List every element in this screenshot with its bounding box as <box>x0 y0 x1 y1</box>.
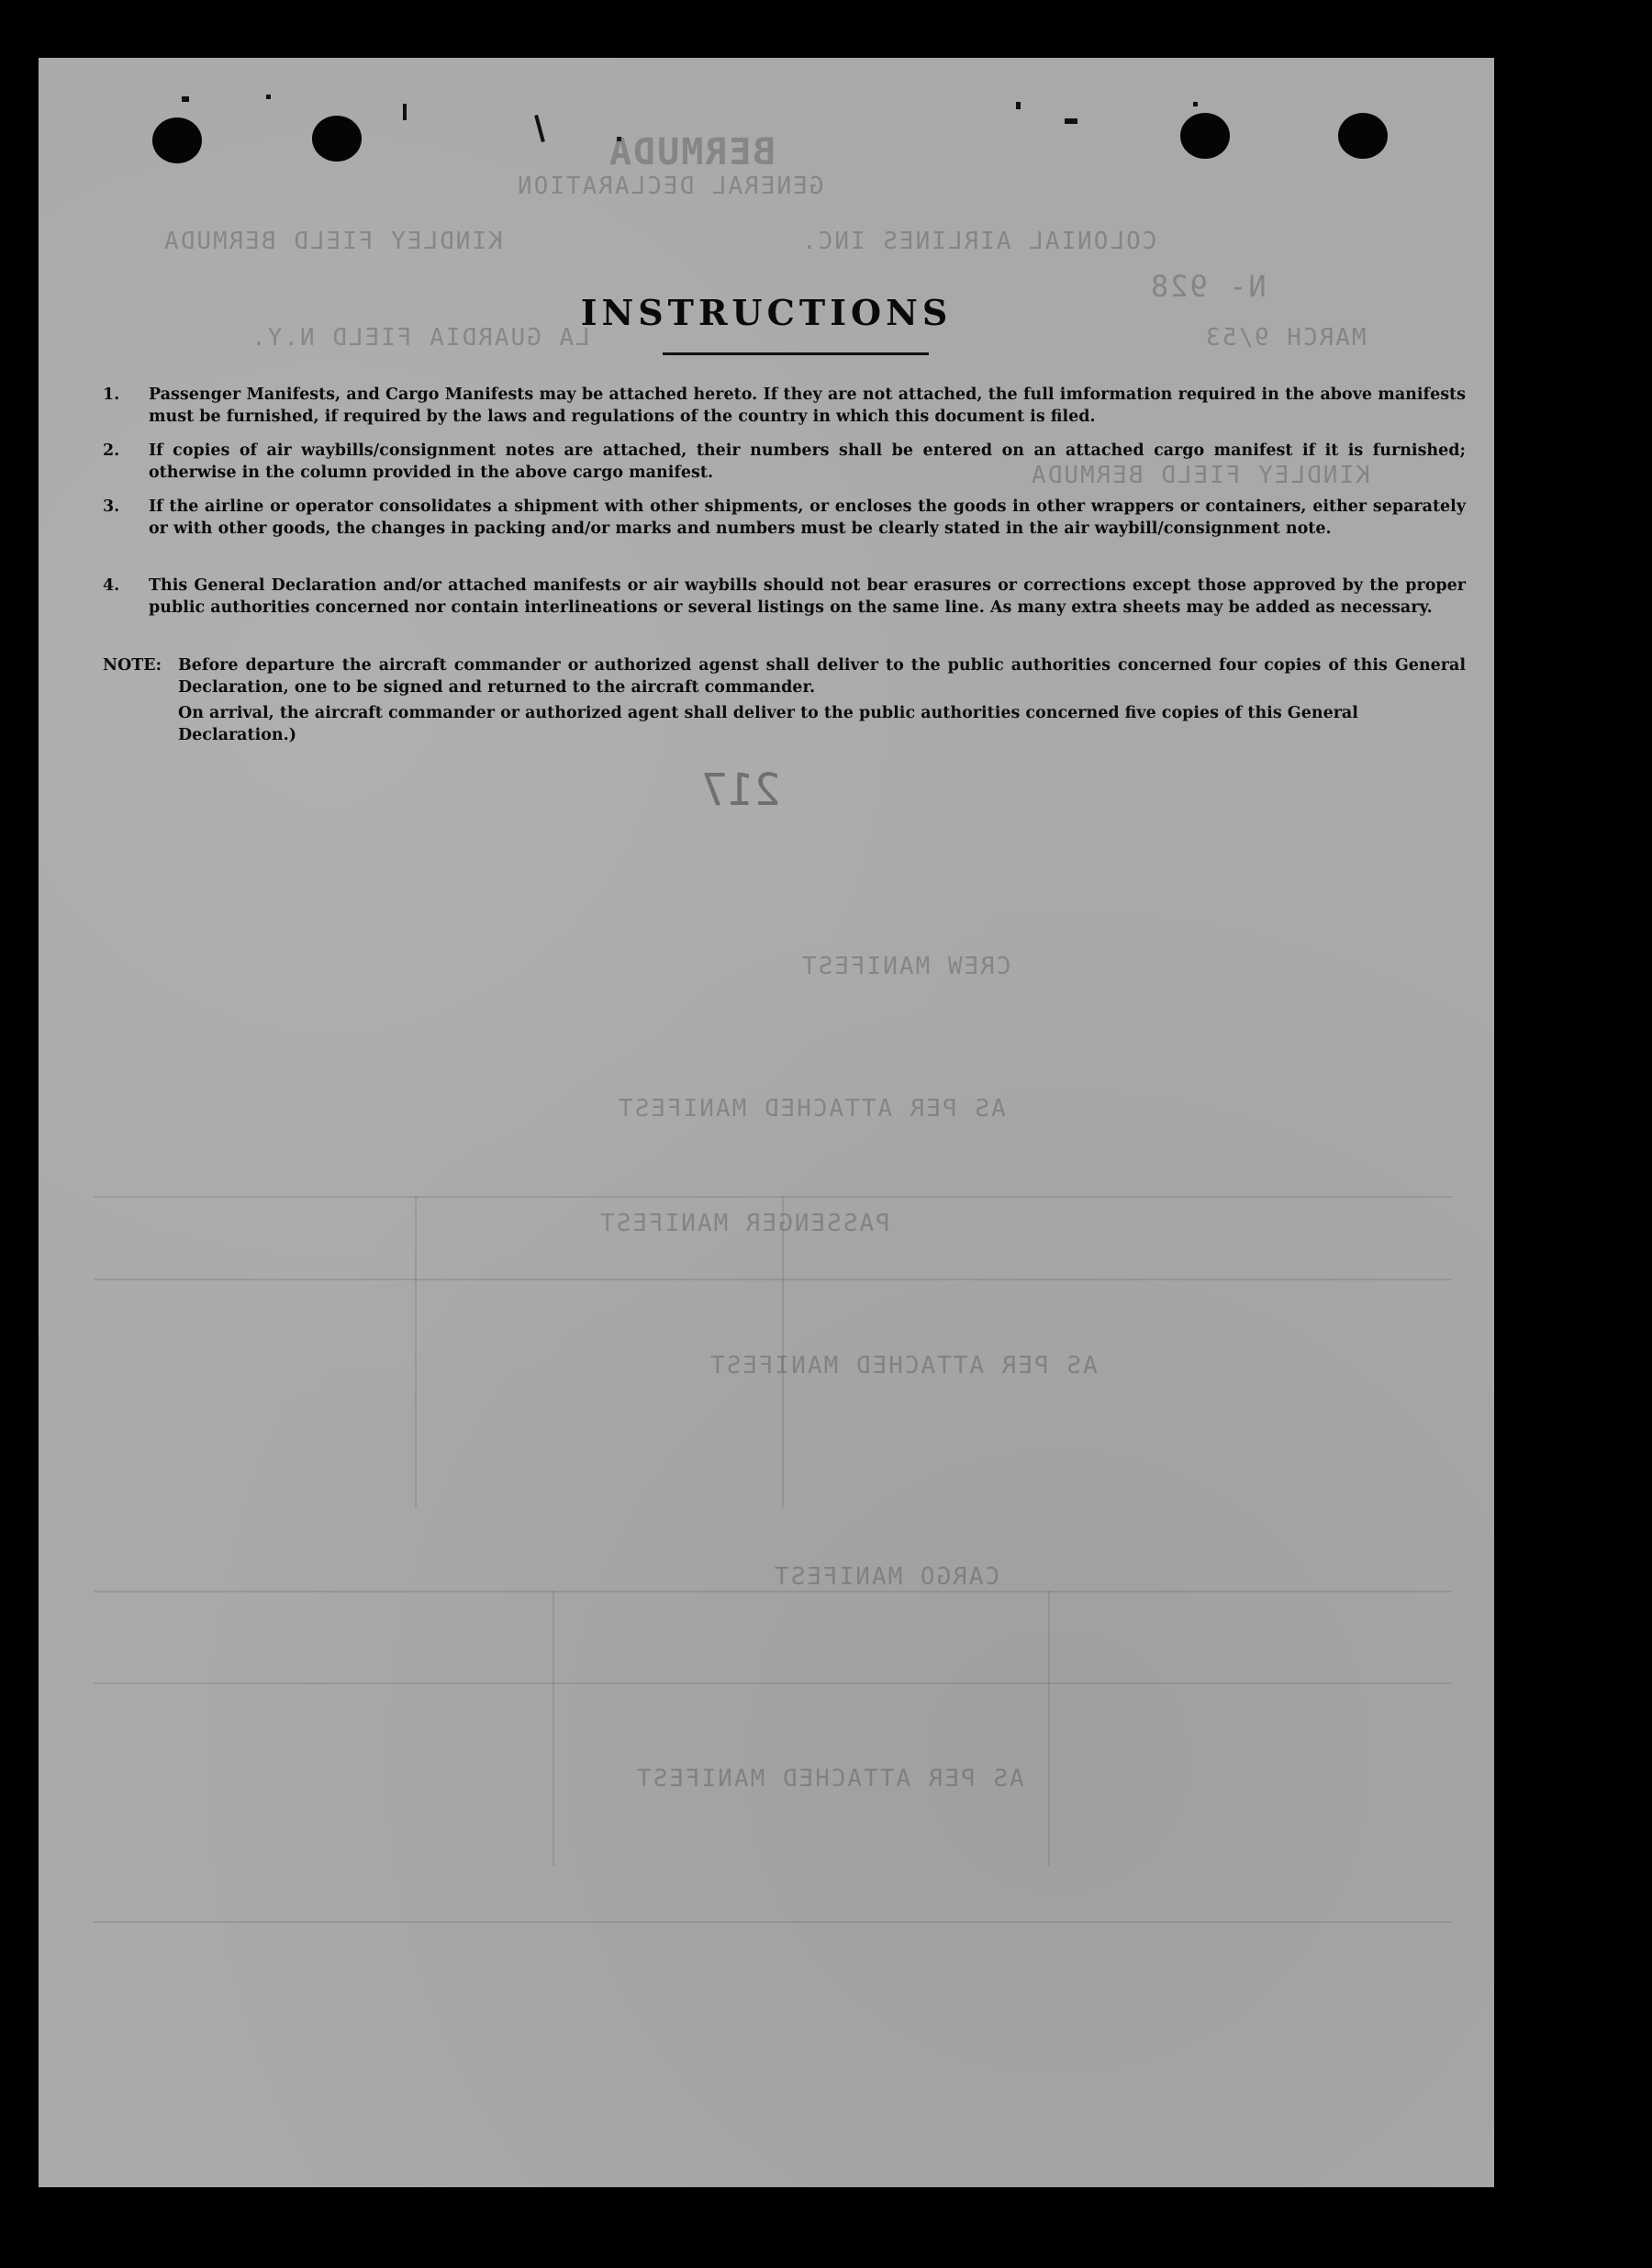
speck-mark <box>266 95 271 99</box>
bleed-through-rule <box>782 1196 784 1508</box>
instruction-item-1 <box>103 384 1466 428</box>
note-block <box>103 654 1466 746</box>
bleed-through-text: LA GUARDIA FIELD N.Y. <box>250 324 590 352</box>
instruction-item-2 <box>103 440 1466 484</box>
bleed-through-rule <box>553 1591 554 1866</box>
item-number: 2. <box>103 441 120 460</box>
note-label: NOTE: <box>103 656 162 675</box>
bleed-through-rule <box>94 1591 1452 1592</box>
bleed-through-number: 217 <box>701 765 781 816</box>
bleed-through-text: CARGO MANIFEST <box>773 1563 1000 1591</box>
item-text: This General Declaration and/or attached manifests or air waybills should not bear erasures or corrections except those approved by the proper public authorities concerned nor contain interlineations or several listings on the same line. As many extra sheets may be added as necessary. <box>149 576 1466 617</box>
item-number: 3. <box>103 497 120 516</box>
punch-hole <box>312 116 362 162</box>
item-number: 4. <box>103 576 120 595</box>
bleed-through-text: MARCH 9/53 <box>1204 324 1367 352</box>
punch-hole <box>152 117 202 163</box>
bleed-through-text: BERMUDA <box>608 131 776 173</box>
item-number: 1. <box>103 385 120 404</box>
speck-mark <box>1065 118 1077 124</box>
bleed-through-text: COLONIAL AIRLINES INC. <box>800 228 1157 255</box>
speck-mark <box>182 96 189 102</box>
item-text: If copies of air waybills/consignment notes are attached, their numbers shall be entered on an attached cargo manifest if it is furnished; otherwise in the column provided in the above cargo manifest. <box>149 441 1466 482</box>
bleed-through-text: AS PER ATTACHED MANIFEST <box>635 1765 1024 1793</box>
speck-mark <box>1193 102 1198 106</box>
punch-hole <box>1180 113 1230 159</box>
bleed-through-text: GENERAL DECLARATION <box>516 173 824 200</box>
instruction-item-4 <box>103 575 1466 619</box>
bleed-through-text: N- 928 <box>1149 269 1267 304</box>
speck-mark <box>403 104 407 120</box>
document-page <box>39 58 1494 2187</box>
bleed-through-rule <box>94 1196 1452 1198</box>
note-text-arrival: On arrival, the aircraft commander or authorized agent shall deliver to the public authorities concerned five copies of this General Declaration.) <box>178 704 1358 744</box>
bleed-through-text: PASSENGER MANIFEST <box>598 1210 890 1237</box>
punch-hole <box>1338 113 1388 159</box>
bleed-through-rule <box>1048 1591 1050 1866</box>
note-text: Before departure the aircraft commander or authorized agenst shall deliver to the public authorities concerned four copies of this General Declaration, one to be signed and returned to the aircraft commander. <box>178 656 1466 697</box>
bleed-through-rule <box>94 1921 1452 1923</box>
bleed-through-rule <box>415 1196 417 1508</box>
bleed-through-rule <box>94 1682 1452 1684</box>
item-text: If the airline or operator consolidates a shipment with other shipments, or encloses the goods in other wrappers or containers, either separately or with other goods, the changes in packing and/or marks and numbers must be clearly stated in the air waybill/consignment note. <box>149 497 1466 538</box>
item-text: Passenger Manifests, and Cargo Manifests may be attached hereto. If they are not attached, the full imformation required in the above manifests must be furnished, if required by the laws and regulations of the country in which this document is filed. <box>149 385 1466 426</box>
bleed-through-rule <box>94 1279 1452 1280</box>
bleed-through-text: AS PER ATTACHED MANIFEST <box>709 1352 1098 1380</box>
bleed-through-text: KINDLEY FIELD BERMUDA <box>1030 462 1370 489</box>
bleed-through-text: CREW MANIFEST <box>800 953 1011 980</box>
instruction-item-3 <box>103 496 1466 540</box>
bleed-through-text: AS PER ATTACHED MANIFEST <box>617 1095 1006 1123</box>
page-title: INSTRUCTIONS <box>580 292 953 333</box>
speck-mark <box>534 115 545 142</box>
speck-mark <box>1016 102 1021 109</box>
title-underline <box>663 352 929 355</box>
bleed-through-text: KINDLEY FIELD BERMUDA <box>162 228 503 255</box>
